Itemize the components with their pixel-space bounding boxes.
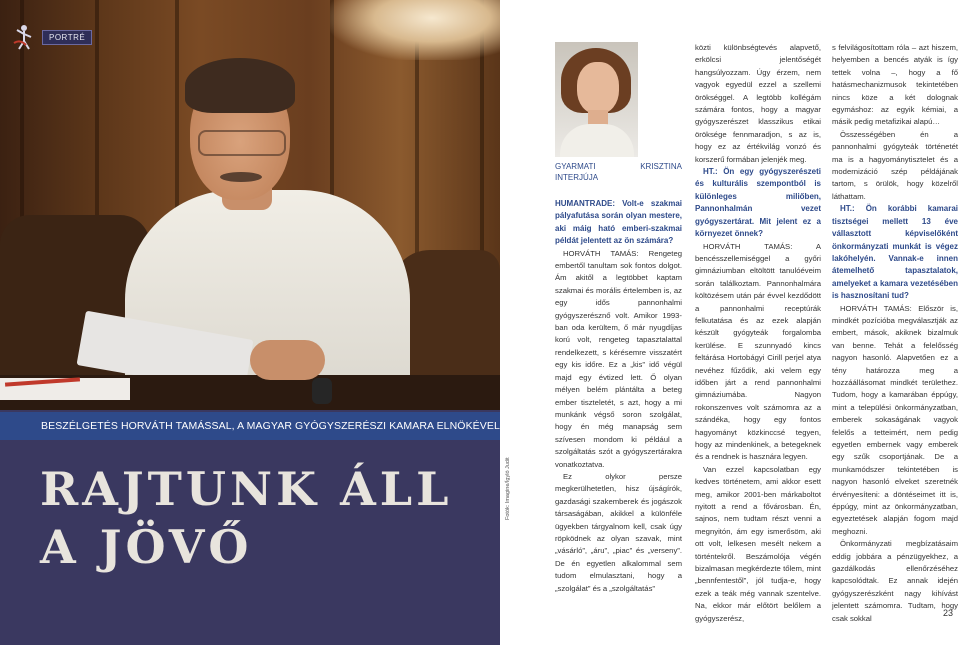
paragraph: Összességében én a pannonhalmi gyógyteák történetét ma is a hagyománytisztelet és a modernizáció szép példájának tartom, s örülök, hogy közelről láthattam. — [832, 129, 958, 201]
question: HT.: Ön korábbi kamarai tisztségei mellett 13 éve vállasztott képviselőként önkormányzati munkát is végez lakóhelyén. Vannak-e innen átemelhető tapasztalatok, amelyeket a kamara vezetésében is hasznosítani tud? — [832, 204, 958, 301]
answer-paragraph: HORVÁTH TAMÁS: Rengeteg embertől tanultam sok fontos dolgot. Ám akitől a legtöbbet kaptam szakmai és morális értelemben is, az egy idős pannonhalmi gyógyszerésznő volt. Amikor 1993-ban oda kerültem, ő már nyugdíjas korú volt, rengeteg tapasztalattal rendelkezett, s kérésemre visszatért egy kis időre. Ez a „kis” idő végül majd egy évtized lett. Ő olyan mélyen belém plántálta a beteg ember tiszteletét, s azt, hogy a mi munkánk végső soron szolgálat, hogy én még manapság sem szívesen mondom ki például a szolgáltatás szót a gyógyszertárakra vonatkoztatva. — [555, 248, 682, 469]
section-tag — [10, 22, 92, 52]
headline-bar — [0, 412, 500, 440]
headline-text: BESZÉLGETÉS HORVÁTH TAMÁSSAL, A MAGYAR GYÓGYSZERÉSZI KAMARA ELNÖKÉVEL — [41, 420, 500, 432]
paragraph: Ez olykor persze megkerülhetetlen, hisz újságírók, gazdasági szakemberek és jogászok társaságában, akikkel a különféle ügyekben tárgyalnom kell, csak úgy röpködnek az olyan szavak, mint „vásárló”, „áru”, „piac” és „verseny”. De én egyetlen alkalommal sem tudom elmulasztani, hogy a „szolgálat” és a „szolgáltatás” — [555, 471, 682, 593]
paragraph: közti különbségtevés alapvető, erkölcsi jelentőségét hangsúlyozzam. Úgy érzem, nem vagyok egyedül ezzel a szellemi örökséggel. A legtöbb kollégám számára fontos, hogy a magyar gyógyszerészet klasszikus etikai öröksége fennmaradjon, s az is, hogy ez az értékvilág vonzó és korszerű formában jelenjék meg. — [695, 43, 821, 164]
pharmacy-figure-icon — [10, 23, 38, 51]
title-line-2: A JÖVŐ — [40, 520, 253, 574]
page-number: 23 — [943, 608, 954, 618]
title-line-1: RAJTUNK ÁLL — [40, 462, 453, 516]
article-title — [40, 460, 452, 576]
text-column-3 — [832, 42, 958, 625]
section-tag-label: PORTRÉ — [42, 30, 92, 45]
text-column-2 — [695, 42, 821, 625]
portrait-photo-horvath — [0, 0, 500, 410]
interviewer-portrait — [555, 42, 638, 157]
photo-credit: Fotók: Imagine/Ígyló Judit — [505, 457, 511, 520]
question: HT.: Ön egy gyógyszerészeti és kulturális szempontból is különleges miliőben, Pannonhalmán vezet gyógyszertárat. Mit jelent ez a környezet önnek? — [695, 167, 821, 239]
question: HUMANTRADE: Volt-e szakmai pályafutása során olyan mestere, aki máig ható emberi-szakmai példát jelentett az ön számára? — [555, 199, 682, 246]
interview-byline: GYARMATI KRISZTINA INTERJÚJA — [555, 162, 682, 182]
paragraph: s felvilágosítottam róla – azt hiszem, helyemben a bencés atyák is így tettek volna –, hogy a fő hatásmechanizmusok tekintetében nincs köze a két dolognak egymáshoz: az egyik kémiai, a másik pedig metafizikai alapú… — [832, 43, 958, 127]
answer-paragraph: HORVÁTH TAMÁS: A bencésszellemiséggel a győri gimnáziumban eltöltött tanulóéveim során találkoztam. Pannonhalmára költözésem után pár évvel kezdődött a pannonhalmi receptúrák felkutatása és az ezek alapján készült gyógyteák forgalomba kerülése. E szunnyadó kincs feltárása Hortobágyi Cirill perjel atya nevéhez fűződik, aki velem egy időben járt a rend pannonhalmi gimnáziumába. Nagyon rokonszenves volt számomra az a szándéka, hogy egy fontos hagyományt közkinccsé tegyen, hogy az mindenkinek, a betegeknek és a rendnek is hasznára legyen. — [695, 241, 821, 462]
text-column-1 — [555, 161, 682, 595]
paragraph: Önkormányzati megbízatásaim eddig jobbára a pénzügyekhez, a gazdálkodás ellenőrzéséhez kapcsolódtak. Ez annak idején gyógyszerészként nagy kihívást jelentett számomra. Tudtam, hogy csak sokkal — [832, 539, 958, 623]
paragraph: Van ezzel kapcsolatban egy kedves történetem, ami akkor esett meg, amikor 2001-ben márkaboltot nyitott a rend a fővárosban. Én, sajnos, nem tudtam részt venni a megnyitón, ám egy ismerősöm, aki ott volt, lelkesen mesélt nekem a történtekről. Beszámolója végén bizalmasan megkérdezte tőlem, mint „bennfentestől”, jól tudja-e, hogy ezek a teák még vannak szentelve. Na, ekkor már előtört belőlem a gyógyszerész, — [695, 464, 821, 623]
answer-paragraph: HORVÁTH TAMÁS: Először is, mindkét pozícióba megválasztják az embert, mások, akiknek bizalmuk van benne. Tehát a felelősség nagyon hasonló. Alapvetően ez a tény határozza meg a hozzáállásomat mindkét területhez. Tudom, hogy a kamarában éppúgy, mint a települési önkormányzatban, emberek sokaságának vagyok felelős a tetteimért, nem pedig egyetlen embernek vagy emberek egy szűk csoportjának. De a munkamódszer tekintetében is nagyon hasonló elveket szeretnék érvényesíteni: a döntéseimet itt is, éppúgy, mint az önkormányzatban, egyeztetések alapján fogom majd meghozni. — [832, 303, 958, 536]
